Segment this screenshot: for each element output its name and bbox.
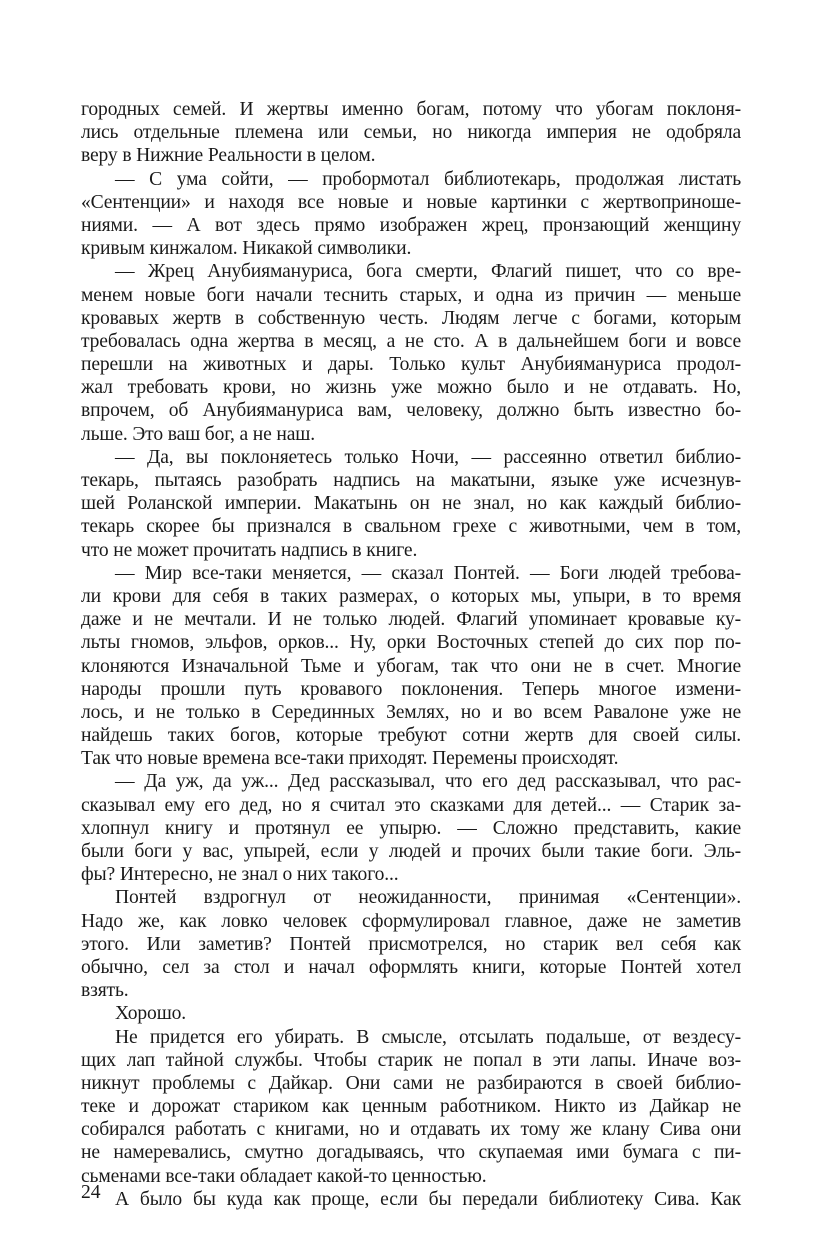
paragraph [81, 562, 741, 771]
text-line: текарь скорее бы признался в свальном грехе с животными, чем в том, [81, 516, 741, 538]
paragraph [81, 1002, 741, 1025]
text-line: шей Роланской империи. Макатынь он не знал, но как каждый библио- [81, 493, 741, 515]
text-line: кривым кинжалом. Никакой символики. [81, 238, 412, 260]
text-line: теке и дорожат стариком как ценным работником. Никто из Дайкар не [81, 1096, 741, 1118]
text-line: жал требовать крови, но жизнь уже можно было и не отдавать. Но, [81, 377, 741, 399]
text-line: собирался работать с книгами, но и отдавать их тому же клану Сива они [81, 1119, 741, 1141]
text-line: ниями. — А вот здесь прямо изображен жрец, пронзающий женщину [81, 214, 741, 236]
text-line: фы? Интересно, не знал о них такого... [81, 864, 399, 886]
text-line: впрочем, об Анубиямануриса вам, человеку, должно быть известно бо- [81, 400, 741, 422]
paragraph [81, 446, 741, 562]
text-line: Так что новые времена все-таки приходят. Перемены происходят. [81, 748, 619, 770]
text-line: этого. Или заметив? Понтей присмотрелся, но старик вел себя как [81, 933, 741, 955]
text-line: кровавых жертв в собственную честь. Людям легче с богами, которым [81, 307, 741, 329]
text-line: Не придется его убирать. В смысле, отсылать подальше, от вездесу- [115, 1026, 741, 1048]
text-line: лись отдельные племена или семьи, но никогда империя не одобряла [81, 122, 741, 144]
text-line: — Да, вы поклоняетесь только Ночи, — рассеянно ответил библио- [115, 446, 741, 468]
text-line: лось, и не только в Серединных Землях, но и во всем Равалоне уже не [81, 701, 741, 723]
paragraph [81, 1188, 741, 1211]
text-line: требовалась одна жертва в месяц, а не сто. А в дальнейшем боги и вовсе [81, 330, 741, 352]
text-line: сказывал ему его дед, но я считал это сказками для детей... — Старик за- [81, 794, 741, 816]
text-line: «Сентенции» и находя все новые и новые картинки с жертвоприноше- [81, 191, 741, 213]
text-line: перешли на животных и дары. Только культ Анубиямануриса продол- [81, 354, 741, 376]
text-line: А было бы куда как проще, если бы передали библиотеку Сива. Как [115, 1188, 741, 1210]
text-line: — Жрец Анубиямануриса, бога смерти, Флагий пишет, что со вре- [115, 261, 741, 283]
text-line: обычно, сел за стол и начал оформлять книги, которые Понтей хотел [81, 956, 741, 978]
text-line: клоняются Изначальной Тьме и убогам, так что они не в счет. Многие [81, 655, 741, 677]
text-line: сьменами все-таки обладает какой-то ценностью. [81, 1165, 487, 1187]
text-line: были боги у вас, упырей, если у людей и прочих были такие боги. Эль- [81, 841, 741, 862]
text-line: городных семей. И жертвы именно богам, потому что убогам поклоня- [81, 99, 741, 120]
text-line: не намеревались, смутно догадываясь, что скупаемая ими бумага с пи- [81, 1142, 741, 1164]
text-line: льше. Это ваш бог, а не наш. [81, 423, 315, 445]
text-line: веру в Нижние Реальности в целом. [81, 145, 376, 167]
text-line: Хорошо. [115, 1003, 187, 1025]
text-line: найдешь таких богов, которые требуют сотни жертв для своей силы. [81, 725, 741, 747]
text-line: Надо же, как ловко человек сформулировал главное, даже не заметив [81, 910, 741, 932]
paragraph [81, 770, 741, 886]
paragraph [81, 886, 741, 1002]
text-line: щих лап тайной службы. Чтобы старик не попал в эти лапы. Иначе воз- [81, 1049, 741, 1071]
text-line: текарь, пытаясь разобрать надпись на макатыни, языке уже исчезнув- [81, 470, 741, 491]
text-line: — Да уж, да уж... Дед рассказывал, что его дед рассказывал, что рас- [115, 771, 741, 793]
text-line: что не может прочитать надпись в книге. [81, 539, 418, 561]
paragraph [81, 98, 741, 168]
text-line: менем новые боги начали теснить старых, и одна из причин — меньше [81, 284, 741, 306]
paragraph [81, 1026, 741, 1188]
page-number: 24 [81, 1182, 101, 1203]
paragraph [81, 168, 741, 261]
text-line: никнут проблемы с Дайкар. Они сами не разбираются в своей библио- [81, 1072, 741, 1094]
text-line: даже и не мечтали. И не только людей. Флагий упоминает кровавые ку- [81, 609, 741, 631]
text-line: народы прошли путь кровавого поклонения. Теперь многое измени- [81, 678, 741, 700]
text-line: хлопнул книгу и протянул ее упырю. — Сложно представить, какие [81, 817, 741, 839]
text-line: взять. [81, 980, 129, 1002]
text-line: — Мир все-таки меняется, — сказал Понтей. — Боги людей требова- [115, 562, 741, 584]
text-line: ли крови для себя в таких размерах, о которых мы, упыри, в то время [81, 585, 741, 607]
paragraph [81, 260, 741, 446]
text-line: льты гномов, эльфов, орков... Ну, орки Восточных степей до сих пор по- [81, 632, 741, 654]
text-line: Понтей вздрогнул от неожиданности, принимая «Сентенции». [115, 887, 741, 909]
text-line: — С ума сойти, — пробормотал библиотекарь, продолжая листать [115, 168, 741, 190]
body-text [81, 98, 741, 1211]
